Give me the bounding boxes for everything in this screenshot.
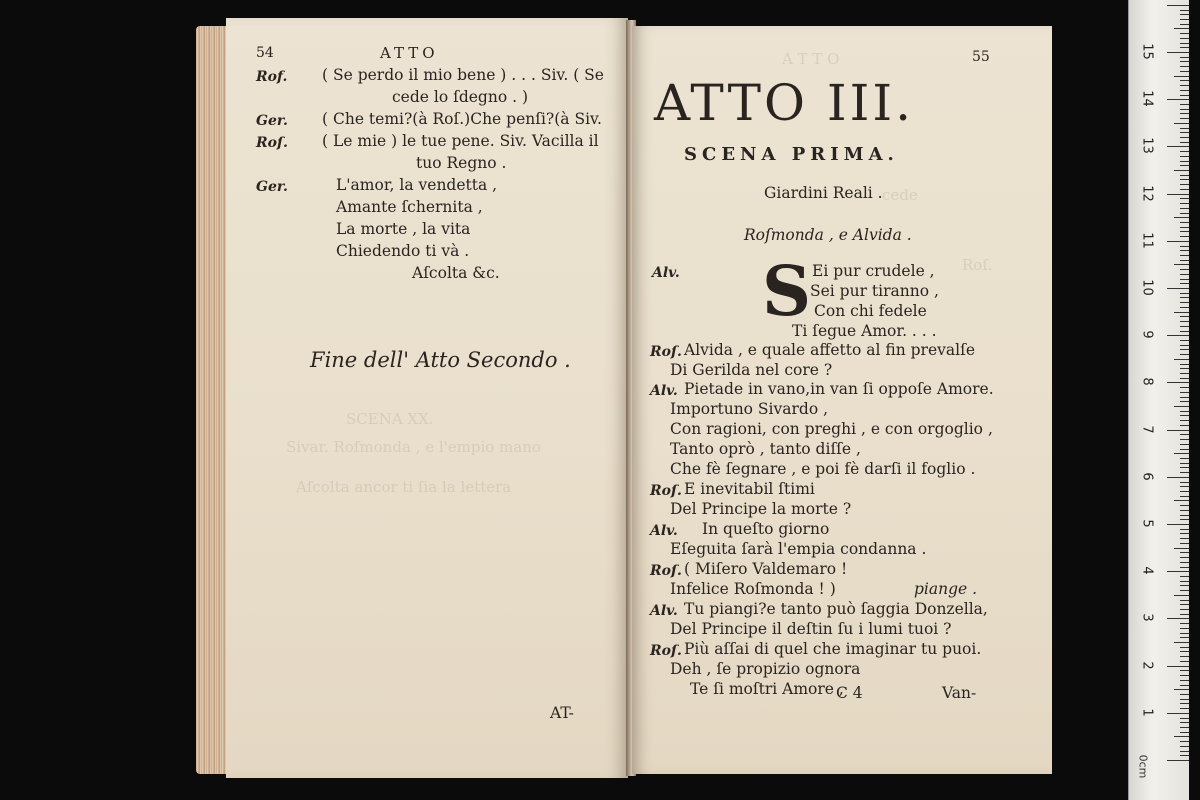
ruler-tick (1167, 335, 1189, 336)
ruler-tick (1180, 699, 1189, 700)
ruler-tick (1180, 680, 1189, 681)
ruler-tick (1180, 420, 1189, 421)
text-line: Alvida , e quale affetto al fin prevalſe (684, 341, 975, 359)
ruler-number: 6 (1139, 472, 1155, 481)
ruler-tick (1167, 666, 1189, 667)
ruler-tick (1180, 132, 1189, 133)
ruler-tick (1180, 449, 1189, 450)
ruler-tick (1180, 331, 1189, 332)
ruler-tick (1180, 47, 1189, 48)
ruler-tick (1180, 85, 1189, 86)
ruler-tick (1180, 533, 1189, 534)
text-line: Tanto oprò , tanto diſſe , (670, 440, 861, 458)
ruler-number: 5 (1139, 519, 1155, 528)
ruler-tick (1174, 123, 1189, 124)
text-line: Amante ſchernita , (336, 198, 483, 216)
ruler-tick (1167, 382, 1189, 383)
ruler-tick (1180, 14, 1189, 15)
ruler-tick (1180, 708, 1189, 709)
ruler-tick (1174, 736, 1189, 737)
ruler-tick (1167, 618, 1189, 619)
text-line: Deh , ſe propizio ognora (670, 660, 861, 678)
ruler-tick (1180, 401, 1189, 402)
act-heading: ATTO III. (654, 74, 915, 132)
ruler-tick (1167, 524, 1189, 525)
ruler-tick (1180, 213, 1189, 214)
ruler-tick (1180, 515, 1189, 516)
speaker: Roſ. (650, 563, 682, 579)
text-line: Più aſſai di quel che imaginar tu puoi. (684, 640, 982, 658)
ruler-tick (1180, 179, 1189, 180)
ruler-tick (1174, 548, 1189, 549)
ruler-tick (1180, 33, 1189, 34)
ruler-tick (1180, 95, 1189, 96)
ruler-tick (1180, 718, 1189, 719)
text-line: ( Miſero Valdemaro ! (684, 560, 848, 578)
ruler-number: 11 (1139, 232, 1155, 249)
ruler-tick (1180, 656, 1189, 657)
ruler-tick (1180, 732, 1189, 733)
ruler-tick (1180, 368, 1189, 369)
speaker: Alv. (652, 265, 680, 281)
ruler-tick (1180, 505, 1189, 506)
ruler-tick (1180, 467, 1189, 468)
ruler-tick (1174, 312, 1189, 313)
ruler-tick (1180, 10, 1189, 11)
characters: Roſmonda , e Alvida . (744, 226, 912, 244)
ruler-number: 8 (1139, 377, 1155, 387)
ruler-tick (1167, 760, 1189, 761)
ruler-tick (1180, 623, 1189, 624)
text-line: Con ragioni, con preghi , e con orgoglio , (670, 420, 993, 438)
ruler-tick (1180, 283, 1189, 284)
ruler-tick (1180, 71, 1189, 72)
text-line: Tu piangi?e tanto può ſaggia Donzella, (684, 600, 988, 618)
show-through-text: cede (882, 186, 918, 204)
drop-cap: S (762, 252, 812, 332)
ruler-tick (1180, 647, 1189, 648)
ruler-tick (1180, 472, 1189, 473)
speaker: Alv. (650, 383, 678, 399)
ruler-tick (1180, 340, 1189, 341)
ruler-tick (1180, 425, 1189, 426)
text-line: Del Principe la morte ? (670, 500, 852, 518)
ruler-tick (1180, 326, 1189, 327)
ruler-tick (1180, 279, 1189, 280)
ruler-tick (1180, 491, 1189, 492)
text-line: In queſto giorno (702, 520, 830, 538)
ruler-tick (1180, 703, 1189, 704)
ruler-tick (1180, 293, 1189, 294)
ruler-tick (1174, 359, 1189, 360)
ruler-number: 2 (1139, 660, 1155, 670)
ruler-tick (1180, 727, 1189, 728)
ruler-tick (1180, 24, 1189, 25)
ruler-tick (1180, 364, 1189, 365)
show-through-text: SCENA XX. (346, 410, 434, 428)
ruler-tick (1167, 571, 1189, 572)
ruler-tick (1180, 250, 1189, 251)
ruler-tick (1180, 189, 1189, 190)
ruler-tick (1180, 38, 1189, 39)
ruler-tick (1180, 751, 1189, 752)
ruler-tick (1180, 80, 1189, 81)
ruler-tick (1167, 430, 1189, 431)
text-line: Ti ſegue Amor. . . . (792, 322, 937, 340)
ruler-tick (1180, 184, 1189, 185)
text-line: Con chi fedele (814, 302, 927, 320)
ruler-tick (1180, 585, 1189, 586)
signature-mark: C 4 (836, 684, 863, 702)
ruler-tick (1174, 453, 1189, 454)
ruler-tick (1180, 538, 1189, 539)
ruler-tick (1180, 552, 1189, 553)
ruler-tick (1180, 19, 1189, 20)
page-number: 55 (972, 49, 990, 65)
ruler-number: 9 (1139, 330, 1155, 339)
ruler-tick (1180, 260, 1189, 261)
ruler-tick (1180, 43, 1189, 44)
text-line: ( Se perdo il mio bene ) . . . Siv. ( Se (322, 66, 604, 84)
ruler-tick (1180, 661, 1189, 662)
ruler-tick (1174, 264, 1189, 265)
ruler-tick (1180, 137, 1189, 138)
show-through-text: Sivar. Roſmonda , e l'empio mano (286, 438, 541, 456)
ruler-tick (1167, 146, 1189, 147)
ruler-tick (1174, 170, 1189, 171)
page-edges (196, 26, 230, 774)
ruler-number: 12 (1139, 184, 1155, 202)
ruler-tick (1174, 76, 1189, 77)
ruler-tick (1180, 109, 1189, 110)
text-line: Chiedendo ti và . (336, 242, 470, 260)
ruler-number: 4 (1139, 566, 1155, 575)
ruler-tick (1180, 354, 1189, 355)
ruler-tick (1180, 562, 1189, 563)
ruler-tick (1180, 392, 1189, 393)
text-line: Te ſi moſtri Amore , (690, 680, 844, 698)
ruler-tick (1167, 52, 1189, 53)
text-line: Importuno Sivardo , (670, 400, 829, 418)
running-head: ATTO (380, 44, 439, 62)
speaker: Roſ. (650, 483, 682, 499)
ruler-tick (1180, 444, 1189, 445)
ruler-tick (1180, 604, 1189, 605)
ruler-tick (1180, 128, 1189, 129)
measuring-ruler (1128, 0, 1189, 800)
speaker: Rof. (256, 69, 288, 85)
ruler-tick (1180, 637, 1189, 638)
ruler-tick (1180, 66, 1189, 67)
ruler-tick (1180, 274, 1189, 275)
ruler-tick (1180, 670, 1189, 671)
ruler-tick (1180, 463, 1189, 464)
show-through-text: A T T O (782, 50, 840, 68)
ruler-tick (1180, 307, 1189, 308)
text-line: L'amor, la vendetta , (336, 176, 498, 194)
ruler-tick (1180, 651, 1189, 652)
ruler-number: 1 (1139, 708, 1155, 717)
ruler-tick (1174, 500, 1189, 501)
ruler-tick (1180, 57, 1189, 58)
ruler-tick (1180, 203, 1189, 204)
text-line: E inevitabil ſtimi (684, 480, 815, 498)
ruler-tick (1180, 581, 1189, 582)
catchword: Van- (942, 684, 977, 702)
ruler-tick (1180, 104, 1189, 105)
ruler-tick (1180, 415, 1189, 416)
ruler-tick (1167, 713, 1189, 714)
ruler-tick (1167, 288, 1189, 289)
ruler-tick (1180, 90, 1189, 91)
ruler-tick (1180, 151, 1189, 152)
ruler-tick (1180, 685, 1189, 686)
text-line: tuo Regno . (416, 154, 507, 172)
speaker: Ger. (256, 179, 288, 195)
ruler-tick (1180, 567, 1189, 568)
ruler-tick (1174, 406, 1189, 407)
ruler-tick (1180, 576, 1189, 577)
ruler-tick (1180, 609, 1189, 610)
stage-direction: piange . (914, 580, 978, 598)
ruler-tick (1180, 156, 1189, 157)
ruler-tick (1174, 217, 1189, 218)
ruler-tick (1180, 434, 1189, 435)
right-page (632, 26, 1052, 774)
text-line: Infelice Roſmonda ! ) (670, 580, 836, 598)
ruler-tick (1180, 614, 1189, 615)
ruler-tick (1180, 255, 1189, 256)
ruler-tick (1167, 99, 1189, 100)
ruler-tick (1167, 5, 1189, 6)
ruler-tick (1180, 741, 1189, 742)
ruler-tick (1180, 496, 1189, 497)
ruler-tick (1180, 694, 1189, 695)
ruler-tick (1174, 595, 1189, 596)
ruler-tick (1180, 302, 1189, 303)
ruler-tick (1180, 378, 1189, 379)
text-line: Di Gerilda nel core ? (670, 361, 833, 379)
speaker: Alv. (650, 523, 678, 539)
ruler-tick (1180, 755, 1189, 756)
ruler-number: 10 (1139, 279, 1155, 296)
ruler-tick (1180, 113, 1189, 114)
ruler-number: 14 (1139, 90, 1155, 107)
ruler-tick (1180, 345, 1189, 346)
ruler-tick (1180, 61, 1189, 62)
ruler-tick (1180, 297, 1189, 298)
ruler-tick (1180, 321, 1189, 322)
text-line: ( Le mie ) le tue pene. Siv. Vacilla il (322, 132, 599, 150)
ruler-tick (1180, 397, 1189, 398)
speaker: Roſ. (650, 643, 682, 659)
ruler-tick (1180, 482, 1189, 483)
ruler-tick (1180, 557, 1189, 558)
show-through-text: Roſ. (962, 256, 993, 274)
ruler-tick (1180, 231, 1189, 232)
scene-setting: Giardini Reali . (764, 184, 883, 202)
ruler-tick (1180, 675, 1189, 676)
text-line: Che fè ſegnare , e poi fè darſi il foglio . (670, 460, 976, 478)
ruler-tick (1180, 165, 1189, 166)
ruler-tick (1180, 142, 1189, 143)
text-line: ( Che temi?(à Roſ.)Che penſi?(à Siv. (322, 110, 602, 128)
ruler-tick (1180, 519, 1189, 520)
ruler-tick (1174, 642, 1189, 643)
ruler-tick (1180, 510, 1189, 511)
left-page (226, 18, 628, 778)
ruler-tick (1180, 236, 1189, 237)
ruler-tick (1180, 373, 1189, 374)
text-line: cede lo ſdegno . ) (392, 88, 528, 106)
ruler-tick (1180, 458, 1189, 459)
ruler-tick (1180, 722, 1189, 723)
ruler-tick (1180, 411, 1189, 412)
ruler-tick (1180, 198, 1189, 199)
ruler-tick (1180, 543, 1189, 544)
ruler-unit-label: 0cm (1136, 754, 1150, 779)
ruler-tick (1167, 241, 1189, 242)
ruler-tick (1180, 486, 1189, 487)
speaker: Roſ. (650, 344, 682, 360)
speaker: Roſ. (256, 135, 288, 151)
ruler-tick (1180, 349, 1189, 350)
text-line: Ei pur crudele , (812, 262, 935, 280)
ruler-tick (1180, 529, 1189, 530)
ruler-tick (1180, 246, 1189, 247)
speaker: Alv. (650, 603, 678, 619)
ruler-tick (1180, 746, 1189, 747)
ruler-number: 13 (1139, 137, 1155, 155)
ruler-tick (1167, 477, 1189, 478)
ruler-number: 15 (1139, 43, 1155, 60)
ruler-tick (1180, 208, 1189, 209)
ruler-tick (1180, 222, 1189, 223)
ruler-tick (1180, 600, 1189, 601)
ruler-tick (1174, 689, 1189, 690)
ruler-number: 3 (1139, 613, 1155, 623)
ruler-tick (1180, 387, 1189, 388)
speaker: Ger. (256, 113, 288, 129)
ruler-tick (1180, 633, 1189, 634)
ruler-tick (1180, 161, 1189, 162)
ruler-tick (1180, 269, 1189, 270)
text-line: La morte , la vita (336, 220, 471, 238)
ruler-tick (1180, 590, 1189, 591)
show-through-text: Aſcolta ancor ti ſia la lettera (296, 478, 512, 496)
ruler-tick (1167, 194, 1189, 195)
catchword: AT- (550, 704, 574, 722)
page-number: 54 (256, 45, 274, 61)
ruler-tick (1180, 227, 1189, 228)
ruler-tick (1180, 628, 1189, 629)
act-end-note: Fine dell' Atto Secondo . (310, 348, 571, 372)
ruler-tick (1180, 118, 1189, 119)
text-line: Pietade in vano,in van ſi oppoſe Amore. (684, 380, 994, 398)
ruler-tick (1174, 28, 1189, 29)
ruler-tick (1180, 316, 1189, 317)
text-line: Del Principe il deſtin ſu i lumi tuoi ? (670, 620, 952, 638)
ruler-tick (1180, 175, 1189, 176)
text-line: Aſcolta &c. (412, 264, 500, 282)
scene-heading: SCENA PRIMA. (684, 144, 899, 165)
text-line: Sei pur tiranno , (810, 282, 939, 300)
ruler-tick (1180, 439, 1189, 440)
text-line: Eſeguita ſarà l'empia condanna . (670, 540, 927, 558)
ruler-number: 7 (1139, 424, 1155, 434)
